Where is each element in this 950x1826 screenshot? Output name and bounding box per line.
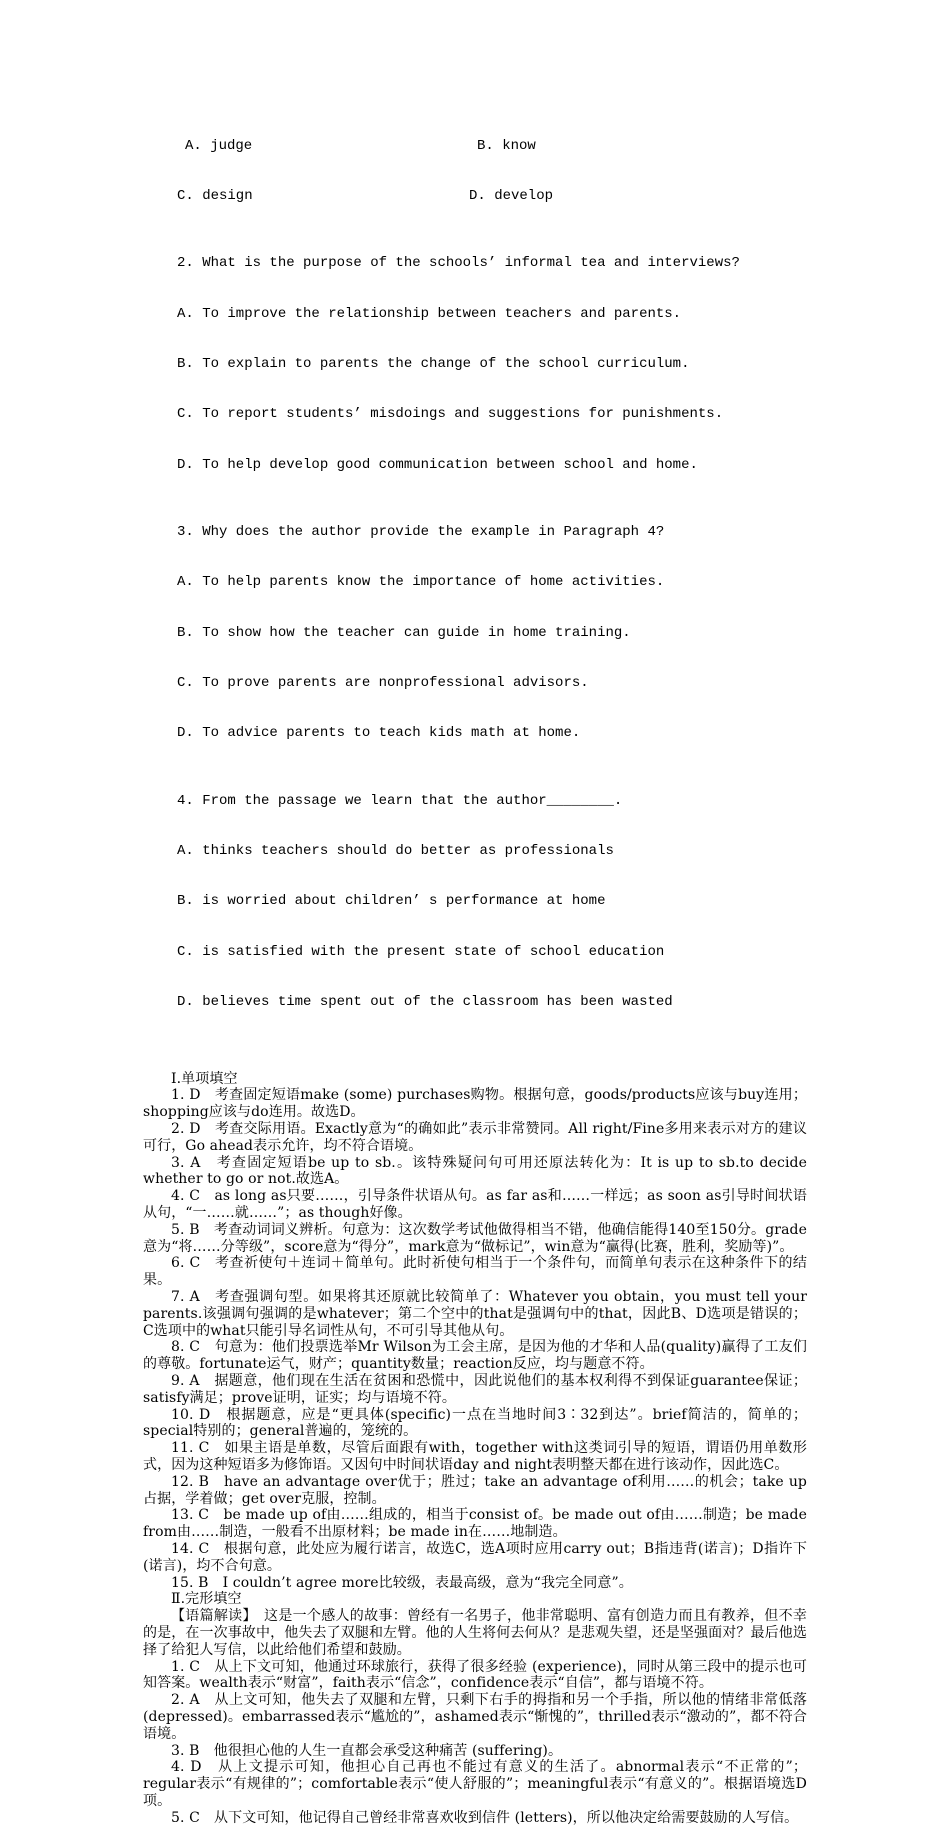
q4-option: A. thinks teachers should do better as professionals — [177, 843, 614, 860]
answer-item: 6. C 考查祈使句＋连词＋简单句。此时祈使句相当于一个条件句，而简单句表示在这种条件下的结果。 — [143, 1255, 807, 1289]
q1-option-b: B. know — [477, 137, 536, 154]
q3-option: C. To prove parents are nonprofessional advisors. — [177, 675, 589, 692]
answer-item: 5. B 考查动词词义辨析。句意为：这次数学考试他做得相当不错，他确信能得140至150分。grade意为“将……分等级”，score意为“得分”，mark意为“做标记”，win意为“赢得(比赛，胜利，奖励等)”。 — [143, 1221, 807, 1255]
document-page — [143, 104, 807, 1826]
spacer — [143, 1045, 807, 1071]
q4-option: B. is worried about children’ s performance at home — [177, 893, 606, 910]
answer-item: 12. B have an advantage over优于；胜过；take an advantage of利用……的机会；take up占据，学着做；get over克服，控制。 — [143, 1473, 807, 1507]
q1-option-d: D. develop — [469, 187, 554, 204]
q3-stem: 3. Why does the author provide the example in Paragraph 4? — [177, 523, 665, 540]
answer-item: 1. C 从上下文可知，他通过环球旅行，获得了很多经验 (experience)，同时从第三段中的提示也可知答案。wealth表示“财富”，faith表示“信念”，confidence表示“自信”，都与语境不符。 — [143, 1658, 807, 1692]
section-title-single-choice: Ⅰ.单项填空 — [171, 1070, 238, 1087]
passage-intro: 【语篇解读】 这是一个感人的故事：曾经有一名男子，他非常聪明、富有创造力而且有教养，但不幸的是，在一次事故中，他失去了双腿和左臂。他的人生将何去何从？是悲观失望，还是坚强面对？最后他选择了给犯人写信，以此给他们希望和鼓励。 — [143, 1608, 807, 1658]
q1-option-c: C. design — [177, 187, 253, 204]
answer-item: 11. C 如果主语是单数，尽管后面跟有with，together with这类词引导的短语，谓语仍用单数形式，因为这种短语多为修饰语。又因句中时间状语day and night表明整天都在进行该动作，因此选C。 — [143, 1440, 807, 1473]
answer-item: 8. C 句意为：他们投票选举Mr Wilson为工会主席，是因为他的才华和人品(quality)赢得了工友们的尊敬。fortunate运气，财产；quantity数量；reaction反应，均与题意不符。 — [143, 1339, 807, 1373]
answer-item: 9. A 据题意，他们现在生活在贫困和恐慌中，因此说他们的基本权利得不到保证guarantee保证；satisfy满足；prove证明，证实；均与语境不符。 — [143, 1372, 807, 1406]
answer-item: 3. B 他很担心他的人生一直都会承受这种痛苦 (suffering)。 — [171, 1742, 563, 1759]
q2-stem: 2. What is the purpose of the schools’ informal tea and interviews? — [177, 255, 740, 272]
answer-item: 4. C as long as只要……，引导条件状语从句。as far as和……一样远；as soon as引导时间状语从句，“一……就……”；as though好像。 — [143, 1188, 807, 1221]
q2-option: C. To report students’ misdoings and suggestions for punishments. — [177, 406, 724, 423]
answer-item: 13. C be made up of由……组成的，相当于consist of。be made out of由……制造；be made from由……制造，一般看不出原材料；be made in在……地制造。 — [143, 1507, 807, 1541]
q3-option: B. To show how the teacher can guide in home training. — [177, 624, 631, 641]
answer-item: 15. B I couldn’t agree more比较级，表最高级，意为“我完全同意”。 — [171, 1574, 633, 1591]
answer-item: 5. C 从下文可知，他记得自己曾经非常喜欢收到信件 (letters)，所以他决定给需要鼓励的人写信。 — [171, 1809, 799, 1826]
q4-option: C. is satisfied with the present state of school education — [177, 943, 665, 960]
answer-item: 14. C 根据句意，此处应为履行诺言，故选C，选A项时应用carry out；B指违背(诺言)；D指许下(诺言)，均不合句意。 — [143, 1540, 807, 1574]
answer-item: 1. D 考查固定短语make (some) purchases购物。根据句意，goods/products应该与buy连用；shopping应该与do连用。故选D。 — [143, 1087, 807, 1121]
q3-option: D. To advice parents to teach kids math at home. — [177, 725, 581, 742]
q1-options-row — [143, 188, 807, 205]
answer-item: 7. A 考查强调句型。如果将其还原就比较简单了：Whatever you obtain，you must tell your parents.该强调句强调的是whatever；第二个空中的that是强调句中的that，因此B、D选项是错误的；C选项中的what只能引导名词性从句，不可引导其他从句。 — [143, 1288, 807, 1339]
q2-option: A. To improve the relationship between teachers and parents. — [177, 305, 682, 322]
q2-option: B. To explain to parents the change of the school curriculum. — [177, 355, 690, 372]
answer-item: 3. A 考查固定短语be up to sb.。该特殊疑问句可用还原法转化为：It is up to sb.to decide whether to go or not.故选A。 — [143, 1154, 807, 1188]
q2-option: D. To help develop good communication between school and home. — [177, 456, 698, 473]
q3-option: A. To help parents know the importance of home activities. — [177, 574, 665, 591]
q4-option: D. believes time spent out of the classroom has been wasted — [177, 994, 673, 1011]
answer-item: 2. D 考查交际用语。Exactly意为“的确如此”表示非常赞同。All right/Fine多用来表示对方的建议可行，Go ahead表示允许，均不符合语境。 — [143, 1121, 807, 1154]
section-title-cloze: Ⅱ.完形填空 — [171, 1591, 242, 1608]
answer-item: 2. A 从上文可知，他失去了双腿和左臂，只剩下右手的拇指和另一个手指，所以他的情绪非常低落 (depressed)。embarrassed表示“尴尬的”，ashamed表示“惭愧的”，thrilled表示“激动的”，都不符合语境。 — [143, 1692, 807, 1742]
answer-item: 10. D 根据题意，应是“更具体(specific)一点在当地时间3∶32到达”。brief简洁的，简单的；special特别的；general普遍的，笼统的。 — [143, 1406, 807, 1440]
q4-stem: 4. From the passage we learn that the author________. — [177, 792, 623, 809]
answer-key — [143, 1071, 807, 1826]
question-block — [143, 104, 807, 1045]
q1-option-a: A. judge — [185, 137, 253, 154]
answer-item: 4. D 从上文提示可知，他担心自己再也不能过有意义的生活了。abnormal表示“不正常的”；regular表示“有规律的”；comfortable表示“使人舒服的”；meaningful表示“有意义的”。根据语境选D项。 — [143, 1759, 807, 1809]
q1-options-row — [143, 138, 807, 155]
